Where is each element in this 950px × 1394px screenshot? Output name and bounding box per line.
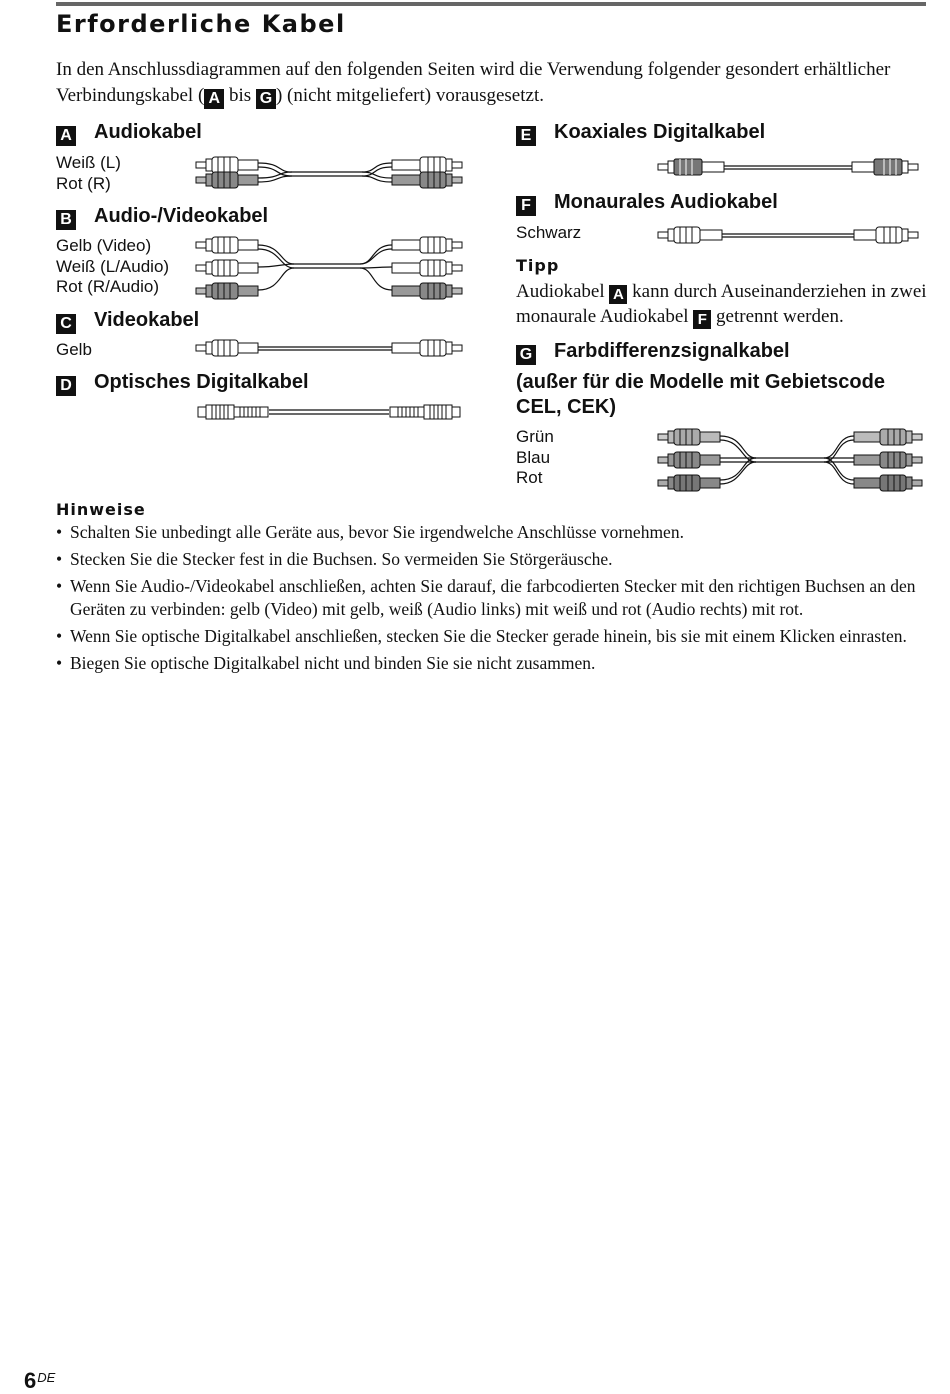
cable-g-color-0: Grün — [516, 427, 554, 446]
note-item — [56, 575, 936, 621]
cable-a-colors — [56, 153, 121, 194]
cable-c-color-0: Gelb — [56, 340, 92, 359]
cable-d-heading — [56, 371, 309, 396]
cable-g-illustration — [654, 424, 924, 496]
note-item — [56, 521, 936, 544]
intro-badge-g: G — [256, 89, 276, 109]
tip-line-1 — [516, 279, 936, 304]
cable-g-subtitle — [516, 370, 885, 420]
bullet-icon: • — [56, 653, 63, 673]
cable-b-illustration — [192, 232, 467, 304]
page-number-suffix: DE — [37, 1370, 56, 1385]
tip-text-4: getrennt werden. — [711, 306, 844, 327]
note-item — [56, 548, 936, 571]
cable-a-title: Audiokabel — [94, 121, 202, 143]
cable-e-heading — [516, 121, 765, 146]
cable-d-title: Optisches Digitalkabel — [94, 371, 309, 393]
cable-c-badge: C — [56, 314, 76, 334]
cable-e-illustration — [654, 156, 922, 180]
notes-heading: Hinweise — [56, 500, 146, 519]
cable-b-color-0: Gelb (Video) — [56, 236, 152, 255]
cable-b-heading — [56, 205, 268, 230]
note-text: Wenn Sie Audio-/Videokabel anschließen, achten Sie darauf, die farbcodierten Stecker mit den richtigen Buchsen an den Geräten zu verbinden: gelb (Video) mit gelb, weiß (Audio links) mit weiß und rot (Audio rechts) mit rot. — [70, 576, 916, 619]
tip-text-2: kann durch Auseinanderziehen in zwei — [627, 281, 927, 302]
tip-text-3: monaurale Audiokabel — [516, 306, 694, 327]
tip-line-2 — [516, 304, 936, 329]
bullet-icon: • — [56, 549, 63, 569]
note-item — [56, 652, 936, 675]
cable-c-heading — [56, 309, 199, 334]
note-item — [56, 625, 936, 648]
cable-a-color-0: Weiß (L) — [56, 153, 121, 172]
cable-c-colors — [56, 340, 92, 361]
tip-text — [516, 279, 936, 329]
cable-g-plugs — [658, 429, 922, 491]
cable-a-color-1: Rot (R) — [56, 173, 111, 193]
title-rule — [56, 2, 926, 6]
tip-badge-a: A — [609, 285, 627, 304]
page-title: Erforderliche Kabel — [56, 10, 346, 38]
cable-g-title: Farbdifferenzsignalkabel — [554, 340, 790, 362]
cable-b-color-1: Weiß (L/Audio) — [56, 256, 170, 276]
cable-f-colors — [516, 223, 581, 244]
cable-f-badge: F — [516, 196, 536, 216]
cable-f-color-0: Schwarz — [516, 223, 582, 242]
note-text: Biegen Sie optische Digitalkabel nicht und binden Sie sie nicht zusammen. — [70, 653, 596, 673]
tip-heading: Tipp — [516, 256, 560, 275]
tip-text-1: Audiokabel — [516, 281, 610, 302]
cable-a-badge: A — [56, 126, 76, 146]
intro-text-3: ) (nicht mitgeliefert) vorausgesetzt. — [275, 85, 544, 106]
intro-badge-a: A — [204, 89, 224, 109]
bullet-icon: • — [56, 522, 63, 542]
cable-g-color-2: Rot — [516, 468, 543, 487]
cable-g-badge: G — [516, 345, 536, 365]
cable-f-illustration — [654, 224, 922, 248]
cable-d-illustration — [194, 401, 464, 425]
note-text: Schalten Sie unbedingt alle Geräte aus, bevor Sie irgendwelche Anschlüsse vornehmen. — [70, 522, 684, 542]
page-number-value: 6 — [24, 1368, 37, 1393]
cable-c-illustration — [192, 337, 467, 361]
cable-f-heading — [516, 191, 778, 216]
cable-f-title: Monaurales Audiokabel — [554, 191, 778, 213]
cable-g-heading — [516, 340, 790, 365]
cable-d-badge: D — [56, 376, 76, 396]
cable-g-subtitle-line-2: CEL, CEK) — [516, 396, 616, 418]
cable-g-subtitle-line-1: (außer für die Modelle mit Gebietscode — [516, 371, 885, 393]
bullet-icon: • — [56, 576, 63, 596]
tip-badge-f: F — [693, 310, 711, 329]
cable-g-lines — [720, 436, 854, 484]
cable-a-heading — [56, 121, 202, 146]
cable-g-colors — [516, 427, 554, 489]
cable-g-color-1: Blau — [516, 447, 551, 467]
note-text: Stecken Sie die Stecker fest in die Buchsen. So vermeiden Sie Störgeräusche. — [70, 549, 613, 569]
cable-a-line-1 — [258, 163, 392, 182]
bullet-icon: • — [56, 626, 63, 646]
notes-list — [56, 521, 936, 679]
cable-b-lines — [258, 245, 392, 290]
page-number — [24, 1368, 55, 1394]
intro-text-2: bis — [224, 85, 256, 106]
cable-b-colors — [56, 236, 169, 298]
cable-a-illustration — [192, 150, 467, 195]
cable-c-title: Videokabel — [94, 309, 200, 331]
cable-b-color-2: Rot (R/Audio) — [56, 277, 159, 296]
intro-paragraph — [56, 57, 926, 109]
note-text: Wenn Sie optische Digitalkabel anschließen, stecken Sie die Stecker gerade hinein, bis sie mit einem Klicken einrasten. — [70, 626, 907, 646]
cable-b-badge: B — [56, 210, 76, 230]
intro-text-1: In den Anschlussdiagrammen auf den folgenden Seiten wird die Verwendung folgender gesondert erhältlicher Verbindungskabel ( — [56, 59, 891, 106]
cable-e-badge: E — [516, 126, 536, 146]
cable-b-title: Audio-/Videokabel — [94, 205, 269, 227]
cable-e-title: Koaxiales Digitalkabel — [554, 121, 766, 143]
